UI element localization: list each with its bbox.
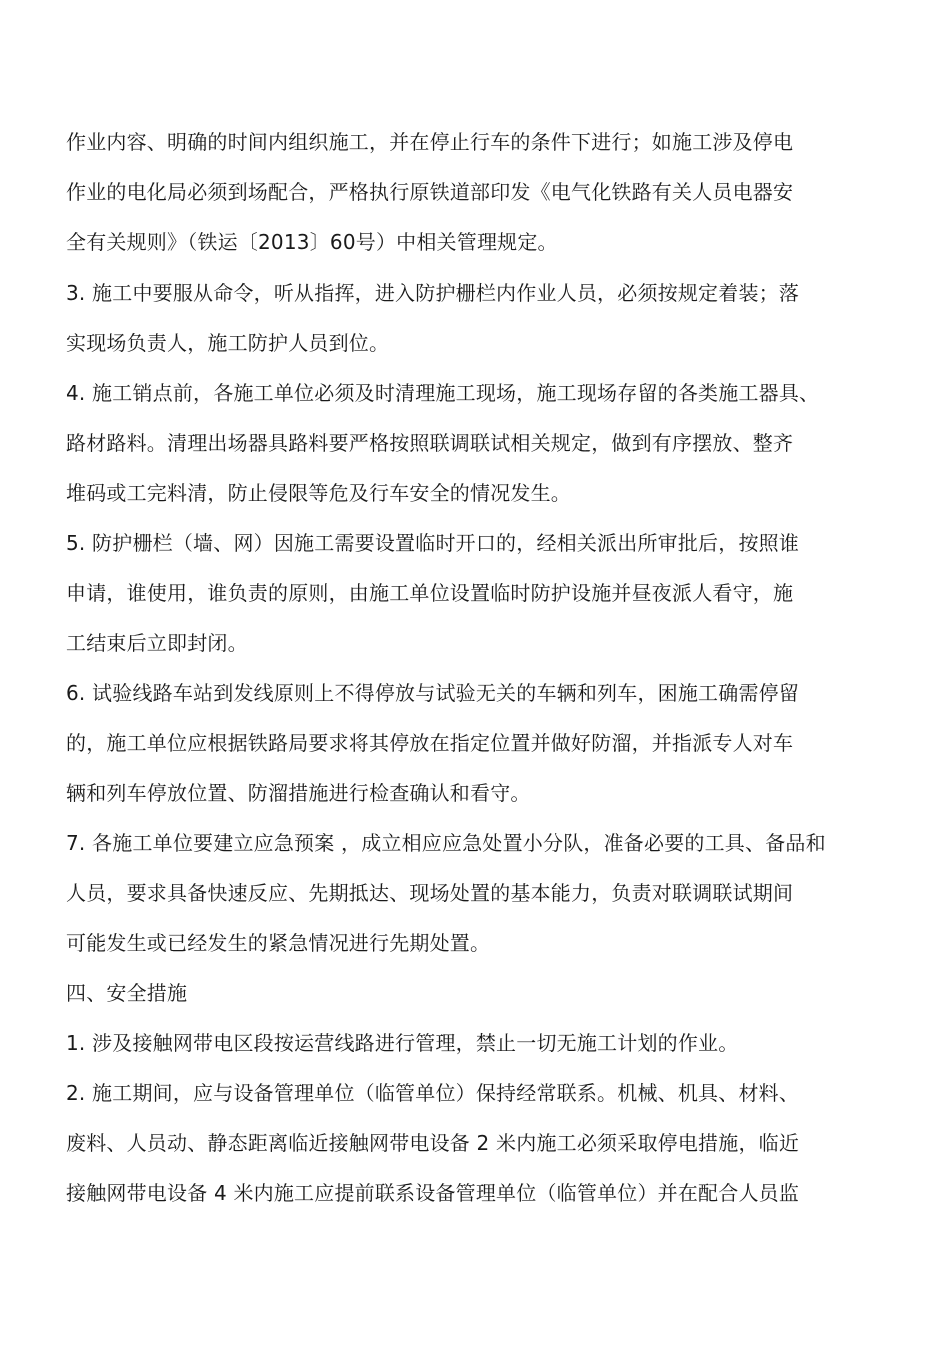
text-line: 的，施工单位应根据铁路局要求将其停放在指定位置并做好防溜，并指派专人对车 <box>66 731 794 755</box>
text-line: 废料、人员动、静态距离临近接触网带电设备 2 米内施工必须采取停电措施，临近 <box>66 1131 800 1155</box>
text-line: 5. 防护栅栏（墙、网）因施工需要设置临时开口的，经相关派出所审批后，按照谁 <box>66 531 800 555</box>
text-line: 作业的电化局必须到场配合，严格执行原铁道部印发《电气化铁路有关人员电器安 <box>66 180 794 204</box>
text-line: 6. 试验线路车站到发线原则上不得停放与试验无关的车辆和列车，困施工确需停留 <box>66 681 800 705</box>
text-line: 人员，要求具备快速反应、先期抵达、现场处置的基本能力，负责对联调联试期间 <box>66 881 794 905</box>
text-line: 工结束后立即封闭。 <box>66 631 248 655</box>
text-line: 可能发生或已经发生的紧急情况进行先期处置。 <box>66 931 491 955</box>
text-line: 实现场负责人，施工防护人员到位。 <box>66 331 390 355</box>
text-line: 路材路料。清理出场器具路料要严格按照联调联试相关规定，做到有序摆放、整齐 <box>66 431 794 455</box>
section-heading: 四、安全措施 <box>66 981 188 1005</box>
text-line: 堆码或工完料清，防止侵限等危及行车安全的情况发生。 <box>66 481 571 505</box>
text-line: 作业内容、明确的时间内组织施工，并在停止行车的条件下进行；如施工涉及停电 <box>66 130 794 154</box>
text-line: 辆和列车停放位置、防溜措施进行检查确认和看守。 <box>66 781 531 805</box>
text-line: 接触网带电设备 4 米内施工应提前联系设备管理单位（临管单位）并在配合人员监 <box>66 1181 800 1205</box>
text-line: 3. 施工中要服从命令，听从指挥，进入防护栅栏内作业人员，必须按规定着装；落 <box>66 281 800 305</box>
text-line: 4. 施工销点前，各施工单位必须及时清理施工现场，施工现场存留的各类施工器具、 <box>66 381 820 405</box>
text-line: 2. 施工期间，应与设备管理单位（临管单位）保持经常联系。机械、机具、材料、 <box>66 1081 800 1105</box>
text-line: 1. 涉及接触网带电区段按运营线路进行管理，禁止一切无施工计划的作业。 <box>66 1031 739 1055</box>
text-line: 全有关规则》（铁运〔2013〕60号）中相关管理规定。 <box>66 230 558 254</box>
text-line: 申请，谁使用，谁负责的原则，由施工单位设置临时防护设施并昼夜派人看守，施 <box>66 581 794 605</box>
text-line: 7. 各施工单位要建立应急预案 ，成立相应应急处置小分队，准备必要的工具、备品和 <box>66 831 826 855</box>
